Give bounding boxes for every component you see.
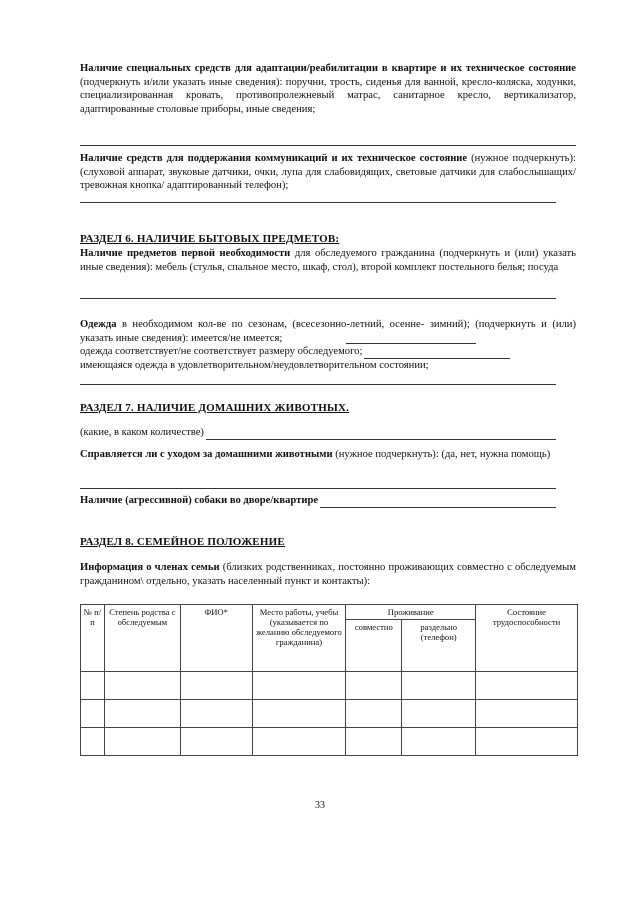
clothes-state-fill-line xyxy=(80,384,556,385)
table-cell[interactable] xyxy=(104,728,180,756)
animal-care-text: (нужное подчеркнуть): (да, нет, нужна помощь) xyxy=(332,449,551,460)
col-separate: раздельно (телефон) xyxy=(402,620,476,672)
table-cell[interactable] xyxy=(104,700,180,728)
table-cell[interactable] xyxy=(81,672,105,700)
table-cell[interactable] xyxy=(476,672,578,700)
clothes-fill-line xyxy=(346,343,476,344)
animal-care-fill-line xyxy=(80,488,556,489)
table-cell[interactable] xyxy=(402,728,476,756)
animals-which-fill-line xyxy=(206,429,556,440)
items-text: для обследуемого гражданина (подчеркнуть и (или) указать иные сведения): мебель (стулья, спальное место, шкаф, стол), второй комплект постельного белья; посуда xyxy=(80,248,576,273)
table-cell[interactable] xyxy=(104,672,180,700)
table-cell[interactable] xyxy=(180,728,252,756)
col-fio: ФИО* xyxy=(180,605,252,672)
table-cell[interactable] xyxy=(402,700,476,728)
clothes-title: Одежда xyxy=(80,319,117,330)
animals-which-text: (какие, в каком количестве) xyxy=(80,427,204,438)
table-row xyxy=(81,728,578,756)
clothes-fit-fill-line xyxy=(364,348,510,359)
col-number: № п/п xyxy=(81,605,105,672)
table-cell[interactable] xyxy=(252,728,346,756)
table-cell[interactable] xyxy=(346,728,402,756)
table-cell[interactable] xyxy=(180,700,252,728)
page-number: 33 xyxy=(315,800,325,811)
table-row xyxy=(81,672,578,700)
clothes-state-row xyxy=(80,359,576,373)
family-info-text: (близких родственниках, постоянно проживающих совместно с обследуемым гражданином\ отдельно, указать населенный пункт и контакты): xyxy=(80,562,576,587)
adaptation-title: Наличие специальных средств для адаптации/реабилитации в квартире и их техническое состояние xyxy=(80,63,576,74)
clothes-state-text: имеющаяся одежда в удовлетворительном/неудовлетворительном состоянии; xyxy=(80,360,429,371)
table-cell[interactable] xyxy=(402,672,476,700)
dog-title: Наличие (агрессивной) собаки во дворе/квартире xyxy=(80,495,319,506)
table-cell[interactable] xyxy=(252,672,346,700)
animals-which-row xyxy=(80,426,556,440)
items-fill-line xyxy=(80,298,556,299)
table-cell[interactable] xyxy=(476,700,578,728)
communication-fill-line xyxy=(80,202,556,203)
table-cell[interactable] xyxy=(81,728,105,756)
table-cell[interactable] xyxy=(81,700,105,728)
adaptation-text: (подчеркнуть и/или указать иные сведения): поручни, трость, сиденья для ванной, кресло-коляска, ходунки, специализированная кровать, противопролежневый матрас, санитарное кресло, вертикализатор, адаптированные столовые приборы, иные сведения; xyxy=(80,76,576,115)
family-info-title: Информация о членах семьи xyxy=(80,562,220,573)
clothes-paragraph xyxy=(80,318,576,345)
col-relation: Степень родства с обследуемым xyxy=(104,605,180,672)
animal-care-paragraph xyxy=(80,448,556,462)
col-ability: Состояние трудоспособности xyxy=(476,605,578,672)
clothes-text: в необходимом кол-ве по сезонам, (всесезонно-летний, осенне- зимний); (подчеркнуть и (или) указать иные сведения): имеется/не имеется; xyxy=(80,319,576,344)
section-7-heading: РАЗДЕЛ 7. НАЛИЧИЕ ДОМАШНИХ ЖИВОТНЫХ. xyxy=(80,402,350,414)
table-cell[interactable] xyxy=(252,700,346,728)
family-info-paragraph xyxy=(80,561,576,588)
items-paragraph xyxy=(80,247,576,274)
table-row xyxy=(81,700,578,728)
family-table-header-row xyxy=(81,605,578,620)
clothes-fit-text: одежда соответствует/не соответствует размеру обследуемого; xyxy=(80,346,363,357)
clothes-fit-row xyxy=(80,345,576,359)
col-work: Место работы, учебы (указывается по желанию обследуемого гражданина) xyxy=(252,605,346,672)
table-cell[interactable] xyxy=(346,672,402,700)
communication-paragraph xyxy=(80,152,576,193)
table-cell[interactable] xyxy=(476,728,578,756)
table-cell[interactable] xyxy=(346,700,402,728)
dog-row xyxy=(80,494,556,508)
communication-title: Наличие средств для поддержания коммуникаций и их техническое состояние xyxy=(80,153,468,164)
section-6-heading: РАЗДЕЛ 6. НАЛИЧИЕ БЫТОВЫХ ПРЕДМЕТОВ: xyxy=(80,233,340,245)
items-title: Наличие предметов первой необходимости xyxy=(80,248,291,259)
adaptation-paragraph xyxy=(80,62,576,116)
animal-care-title: Справляется ли с уходом за домашними животными xyxy=(80,449,333,460)
col-living: Проживание xyxy=(346,605,476,620)
communication-text: (нужное подчеркнуть): (слуховой аппарат, звуковые датчики, очки, лупа для слабовидящих, световые датчики для слабослышащих/ тревожная кнопка/ адаптированный телефон); xyxy=(80,153,576,192)
adaptation-fill-line xyxy=(80,145,576,146)
table-cell[interactable] xyxy=(180,672,252,700)
section-8-heading: РАЗДЕЛ 8. СЕМЕЙНОЕ ПОЛОЖЕНИЕ xyxy=(80,536,285,548)
family-table xyxy=(80,604,578,756)
dog-fill-line xyxy=(320,497,556,508)
col-together: совместно xyxy=(346,620,402,672)
